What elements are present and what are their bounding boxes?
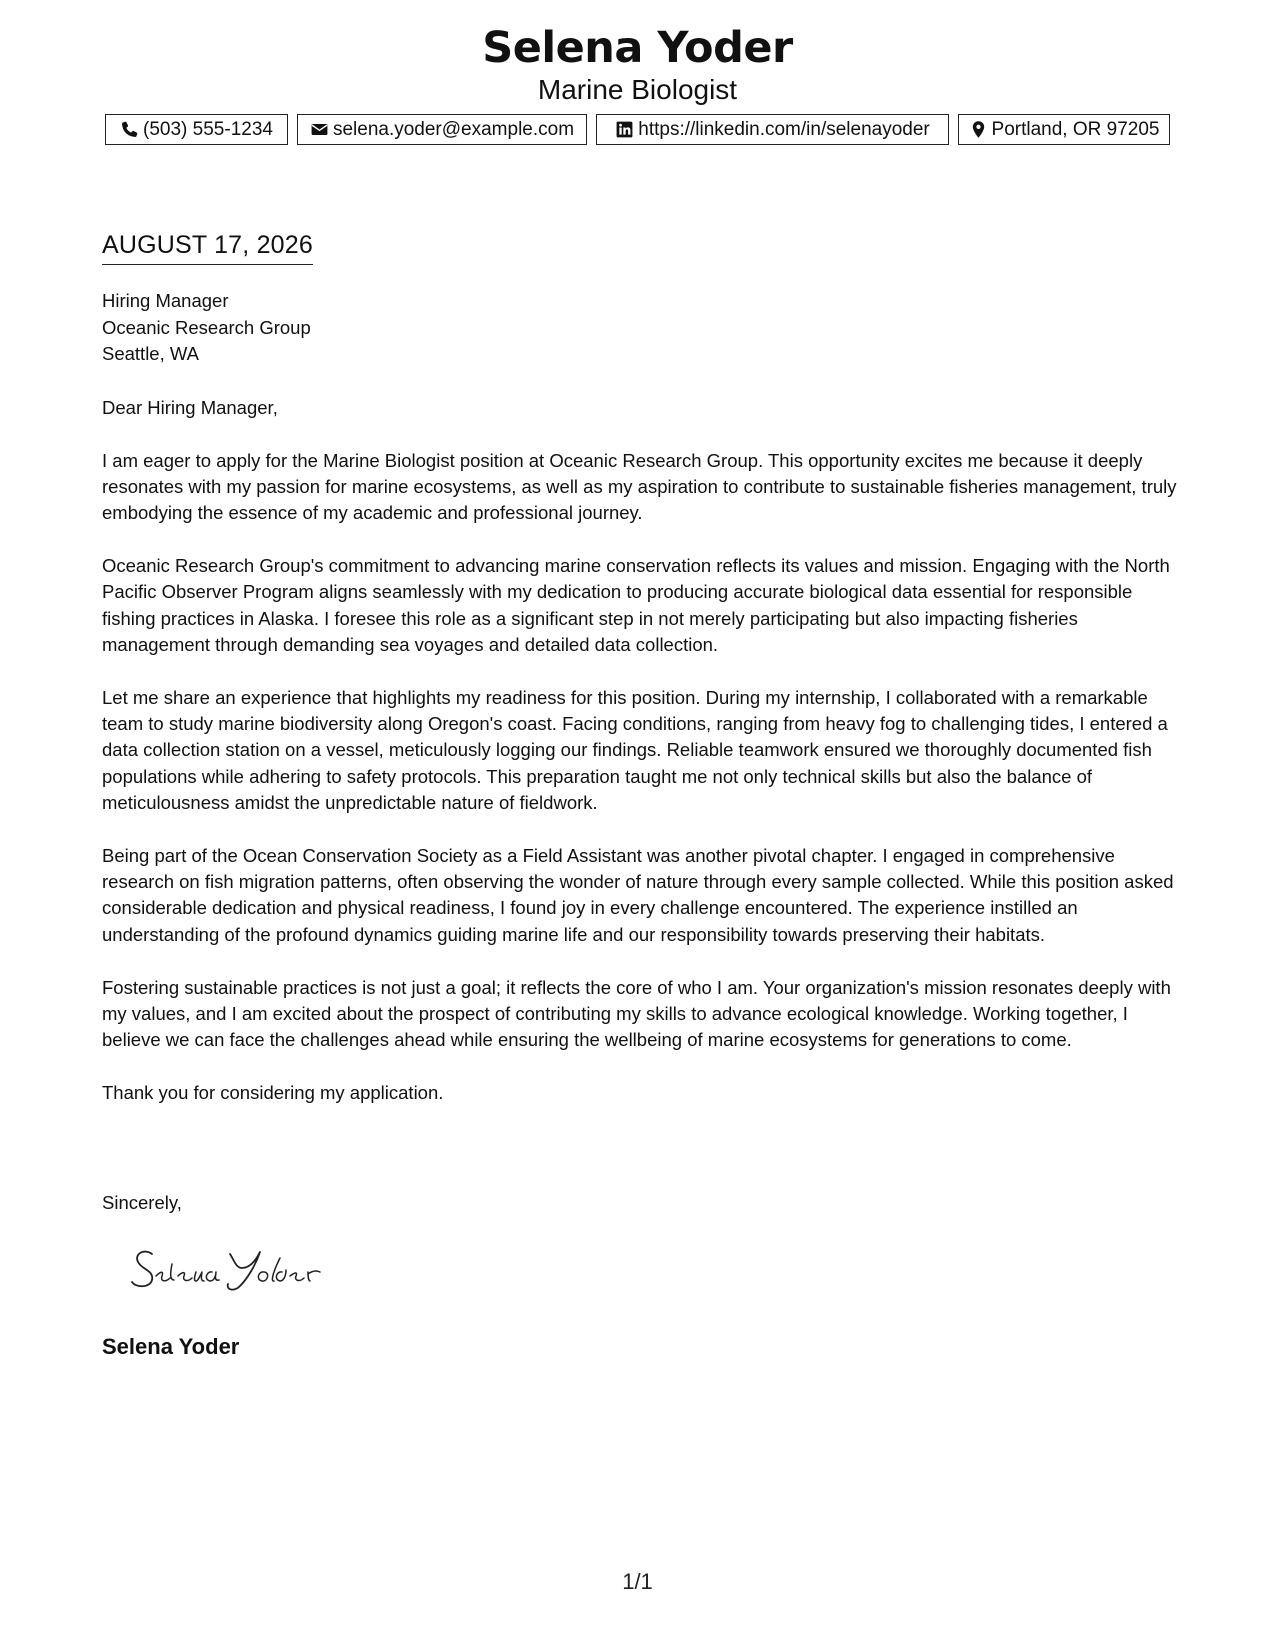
letter-header (0, 22, 1275, 106)
contact-phone[interactable] (105, 114, 288, 145)
handwritten-signature (128, 1240, 343, 1295)
recipient-title: Hiring Manager (102, 290, 229, 311)
linkedin-text: https://linkedin.com/in/selenayoder (638, 118, 930, 140)
map-marker-icon (969, 120, 988, 139)
recipient-block (102, 288, 311, 368)
contact-email[interactable] (297, 114, 587, 145)
body-paragraph: Fostering sustainable practices is not just a goal; it reflects the core of who I am. Your organization's mission resonates deeply with my values, and I am excited about the prospect of contributing my skills to advance ecological knowledge. Working together, I believe we can face the challenges ahead while ensuring the wellbeing of marine ecosystems for generations to come. (102, 976, 1171, 1051)
contact-location[interactable] (958, 114, 1170, 145)
body-paragraph: Being part of the Ocean Conservation Society as a Field Assistant was another pivotal chapter. I engaged in comprehensive research on fish migration patterns, often observing the wonder of nature through every sample collected. While this position asked considerable dedication and physical readiness, I found joy in every challenge encountered. The experience instilled an understanding of the profound dynamics guiding marine life and our responsibility towards preserving their habitats. (102, 844, 1174, 945)
location-text: Portland, OR 97205 (991, 118, 1160, 140)
signer-name: Selena Yoder (102, 1334, 240, 1359)
body-paragraph: Thank you for considering my application. (102, 1081, 444, 1103)
phone-icon (120, 120, 139, 139)
applicant-role: Marine Biologist (537, 74, 738, 105)
applicant-name: Selena Yoder (482, 23, 793, 73)
envelope-icon (310, 120, 329, 139)
body-paragraph: Oceanic Research Group's commitment to advancing marine conservation reflects its values and mission. Engaging with the North Pacific Observer Program aligns seamlessly with my dedication to producing accurate biological data essential for responsible fishing practices in Alaska. I foresee this role as a significant step in not merely participating but also impacting fisheries management through demanding sea voyages and detailed data collection. (102, 555, 1170, 656)
contact-linkedin[interactable] (596, 114, 949, 145)
body-paragraph: I am eager to apply for the Marine Biologist position at Oceanic Research Group. This opportunity excites me because it deeply resonates with my passion for marine ecosystems, as well as my aspiration to contribute to sustainable fisheries management, truly embodying the essence of my academic and professional journey. (102, 449, 1177, 524)
recipient-company: Oceanic Research Group (102, 316, 311, 338)
salutation: Dear Hiring Manager, (102, 397, 278, 418)
recipient-location: Seattle, WA (102, 343, 199, 364)
closing: Sincerely, (102, 1192, 182, 1213)
contact-bar (105, 114, 1170, 145)
linkedin-icon (615, 120, 634, 139)
phone-text: (503) 555-1234 (143, 118, 273, 140)
email-text: selena.yoder@example.com (332, 118, 575, 140)
page-number: 1/1 (622, 1569, 653, 1594)
body-paragraph: Let me share an experience that highlights my readiness for this position. During my internship, I collaborated with a remarkable team to study marine biodiversity along Oregon's coast. Facing conditions, ranging from heavy fog to challenging tides, I entered a data collection station on a vessel, meticulously logging our findings. Reliable teamwork ensured we thoroughly documented fish populations while adhering to safety protocols. This preparation taught me not only technical skills but also the balance of meticulousness amidst the unpredictable nature of fieldwork. (102, 686, 1168, 814)
letter-body (102, 395, 1177, 1133)
letter-date: AUGUST 17, 2026 (102, 230, 313, 265)
